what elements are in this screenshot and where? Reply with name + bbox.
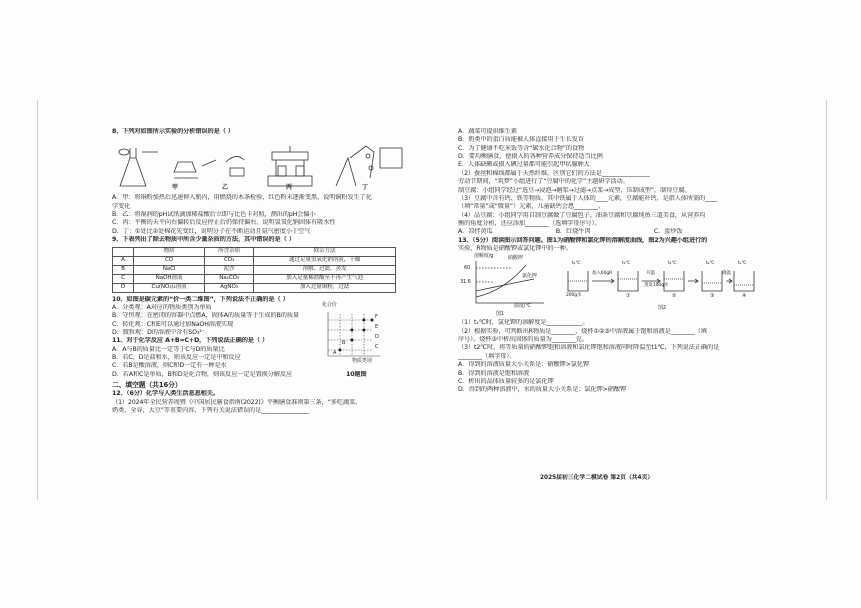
q12-text-2: 制豆腐：小组同学经过“选豆→浸泡→磨浆→过滤→点浆→成型，压制成型”，制得豆腐。 [458,186,691,194]
q12-sub3b: （填“常量”或“微量”）元素，儿童缺钙会患________。 [458,203,604,211]
fig1-ylabel: 溶解度/g [474,253,494,260]
q8-option-d: D．丁：①处比②处棉花先变红，说明分子在不断运动且氨气密度小于空气 [112,227,311,235]
temp-4: t₂℃ [706,261,715,267]
q12-option-e: E．人体缺碘或摄入碘过量都可能引起甲状腺肿大 [458,161,590,169]
table-cell: NaOH溶液 [134,274,205,283]
q12-stem: 12、（6分）化学与人类生活息息相关。 [112,390,219,398]
left-column [112,128,416,415]
q8-option-a-cont: 学变化 [112,202,131,210]
table-cell: 通过足量氢氧化钠溶液，干燥 [254,256,396,265]
page-footer: 2025届初三化学二模试卷 第2页（共4页） [540,475,654,481]
fig1-tick-31: 31.6 [460,279,471,286]
point-label-f: F [375,313,378,320]
beaker-label-4: ④ [742,293,747,300]
q10-option-b: B．守恒观：在密闭的容器中点燃A，固体A的质量等于生成的B的质量 [112,312,300,320]
fig-label-d: 丁 [362,184,368,192]
fig1-curves [464,257,550,313]
q12-option-d: D．要均衡膳食，使摄入的各种营养成分保持适当比例 [458,153,603,161]
temp-2: t₁℃ [622,261,631,267]
q12-sub1: （1）2024年全民营养周暨《中国居民膳食指南(2022)》平衡膳食准则第三条，“多吃蔬菜、 [112,398,362,406]
table-cell: 加入过量铜粉，过滤 [254,283,396,292]
fig-label-c: 丙 [286,184,292,192]
point-label-e: E [375,323,379,330]
q8-option-a: A．甲：将铜粉加热后迅速伸入瓶内，用燃烧的木条检验，红色粉末逐渐变黑，说明铜粉发生了化 [112,194,372,202]
step-heat: 升温 [646,271,655,277]
q13-stem-2: 实验，R物质是硝酸钾或氯化钾中的一种。 [458,245,572,253]
right-column [458,128,762,395]
fig-label-b: 乙 [222,184,228,192]
q13-stem: 13、（5分）阅读图示回答问题。图1为硝酸钾和氯化钾的溶解度曲线，图2为兴趣小组进行的 [458,236,708,244]
q12-sub2: （2）蚕丝和棉线都属于天然纤维，区别它们的方法是________________ [458,169,650,177]
table-cell: Cu(NO₃)₂溶液 [134,283,205,292]
q10-option-c: C．转化观：C和E可以通过加NaOH溶液实现 [112,320,234,328]
table-row [113,283,396,292]
q11-option-a: A．A与B的质量比一定等于C与D的质量比 [112,345,225,353]
table-row [113,265,396,274]
q13-sub3b: ________（填字母）。 [458,352,516,360]
fig2-caption: 图2 [658,305,666,312]
point-label-b: B [342,339,346,346]
beaker-label-1: ① [626,293,631,300]
table-cell: CO [134,256,205,265]
q8-option-b: B．乙：将湿润的pH试纸滴加稀盐酸后立即与比色卡对照，测出的pH会偏小 [112,211,316,219]
q11-stem: 11、对于化学反应 A+B=C+D，下列说法正确的是（ ） [112,337,269,345]
q11-option-d: D．若A和C是单质，B和D是化合物，则该反应一定是置换分解反应 [112,370,293,378]
q10-xaxis-label: 物质类别 [352,357,372,364]
q12-sub3: （3）豆腐中含有钙、铁等物质，其中铁属于人体的____元素，豆腐能补钙，是指人体所需的____ [458,194,718,202]
fig1-xlabel: 温度/℃ [514,303,531,310]
scan-margin-left [37,100,38,500]
table-cell: CO₂ [205,256,254,265]
q12-option-a: A．蔬菜可提供维生素 [458,128,517,135]
beaker-label-2: ② [672,293,677,300]
experiment-diagram [562,257,758,319]
table-header-row [113,247,396,256]
table-cell: 加入足量稀盐酸至不再产生气泡 [254,274,396,283]
food-option-b: B．红烧牛肉 [555,228,591,236]
q9-stem: 9、下表列出了除去物质中所含少量杂质的方法，其中错误的是（ ） [112,236,295,244]
table-header-cell: 所含杂质 [205,247,254,256]
solubility-chart [460,253,550,319]
q13-sub2b: 序号）。烧杯③中析出固体的质量为________克。 [458,336,588,344]
q8-stem: 8、下列对如图所示实验的分析错误的是（ ） [112,128,234,135]
table-header-cell: 除杂方法 [254,247,396,256]
curve-label-kcl: 氯化钾 [522,273,537,280]
temp-5: t₁℃ [738,261,747,267]
table-header-cell: 物质 [134,247,205,256]
table-cell: Na₂CO₃ [205,274,254,283]
scan-margin-right [826,100,827,500]
q12-text-1: 劳动节期间，“筑梦”小组进行了“豆腐中的化学”主题研学活动。 [458,178,629,186]
beaker-label-3: ③ [710,293,715,300]
q13-option-c: C．析出的晶体质量较多的是氯化钾 [458,377,554,385]
table-header-cell [113,247,134,256]
curve-label-kno3: 硝酸钾 [508,255,523,262]
section-2-title: 二、填空题（共16分） [112,381,182,390]
q13-sub1: （1）t₁℃时，氯化钾的溶解度是____________。 [458,319,589,327]
q10-option-a: A．分类观：A对应的物质类别为单质 [112,303,212,311]
q12-sub1b: 奶类、全谷、大豆”等重要内容，下列有关说法错误的是________________ [112,407,310,414]
q12-option-c: C．为了健康不吃米饭等含“碳水化合物”的食物 [458,144,585,152]
table-cell: 溶解、过滤、蒸发 [254,265,396,274]
q12-food-options [458,228,762,236]
fig2-beakers [562,257,758,303]
fig-label-a: 甲 [172,184,178,192]
table-cell: B [113,265,134,274]
temp-1: t₁℃ [572,261,581,267]
food-option-a: A．凉拌黄瓜 [458,228,493,236]
q10-stem: 10、如图是碳元素的“价一类二维图”，下列说法不正确的是（ ） [112,295,289,303]
point-label-a: A [333,349,337,356]
point-label-d: D [375,333,379,340]
q12-sub4b: 衡的角度分析，还应添加________（选填字母序号）。 [458,219,601,227]
q8-option-c: C．丙：平衡的天平向右偏转后反应停止后仍保持偏右，说明氢氧化钠固体有吸水性 [112,219,336,227]
food-option-c: C．蛋炒饭 [653,228,683,236]
q13-sub3: （3）t2℃时，将等质量的硝酸钾饱和溶液和氯化钾饱和溶液同时降温至t1℃，下列说法正确的是 [458,344,720,352]
table-cell: D [113,283,134,292]
step-evaporate: 蒸发100g水 [644,283,669,289]
q10-valence-chart [322,301,384,368]
step-add-r: 加入60gR [592,271,613,277]
q13-sub2: （2）根据实验，可判断出R物质是________，烧杯①②③中溶液属于饱和溶液是________（填 [458,327,707,335]
q9-table [112,247,396,293]
q10-yaxis-label: 化合价 [322,301,337,308]
step-cool: 降温 [722,271,731,277]
q10-option-d: D．微粒观：D的溶液中含有SO₃²⁻ [112,328,205,336]
q13-option-a: A．得到的溶液质量大小关系是：硝酸钾>氯化钾 [458,361,589,369]
table-cell: C [113,274,134,283]
table-row [113,274,396,283]
q10-figure-caption: 10题图 [346,370,367,378]
water-label: 200g水 [566,293,582,299]
point-label-c: C [375,343,379,350]
table-cell: AgNO₃ [205,283,254,292]
table-cell: 泥沙 [205,265,254,274]
fig1-tick-60: 60 [464,265,471,272]
q12-option-b: B．奶类中的蛋白质能被人体直接用于生长发育 [458,136,584,144]
q13-option-d: D．得到的两种溶液中，水的质量大小关系是：氯化钾>硝酸钾 [458,386,627,394]
q12-sub4: （4）品豆腐：小组同学用自制豆腐做了豆腐包子、油条豆腐和豆腐炖鱼三道美食，从营养均 [458,211,706,219]
q13-option-b: B．得到的溶液是饱和溶液 [458,369,530,377]
fig1-caption: 图1 [496,311,504,318]
q11-option-b: B．若C、D是盐和水，则该反应一定是中和反应 [112,354,241,362]
q11-option-d-row [112,371,416,379]
table-cell: NaCl [134,265,205,274]
q11-option-c: C．若B是酸溶液，则C和D一定有一种是水 [112,362,227,370]
table-cell: A [113,256,134,265]
temp-3: t₂℃ [668,261,677,267]
q13-figures [458,253,762,319]
q8-figures [112,138,416,192]
table-row [113,256,396,265]
